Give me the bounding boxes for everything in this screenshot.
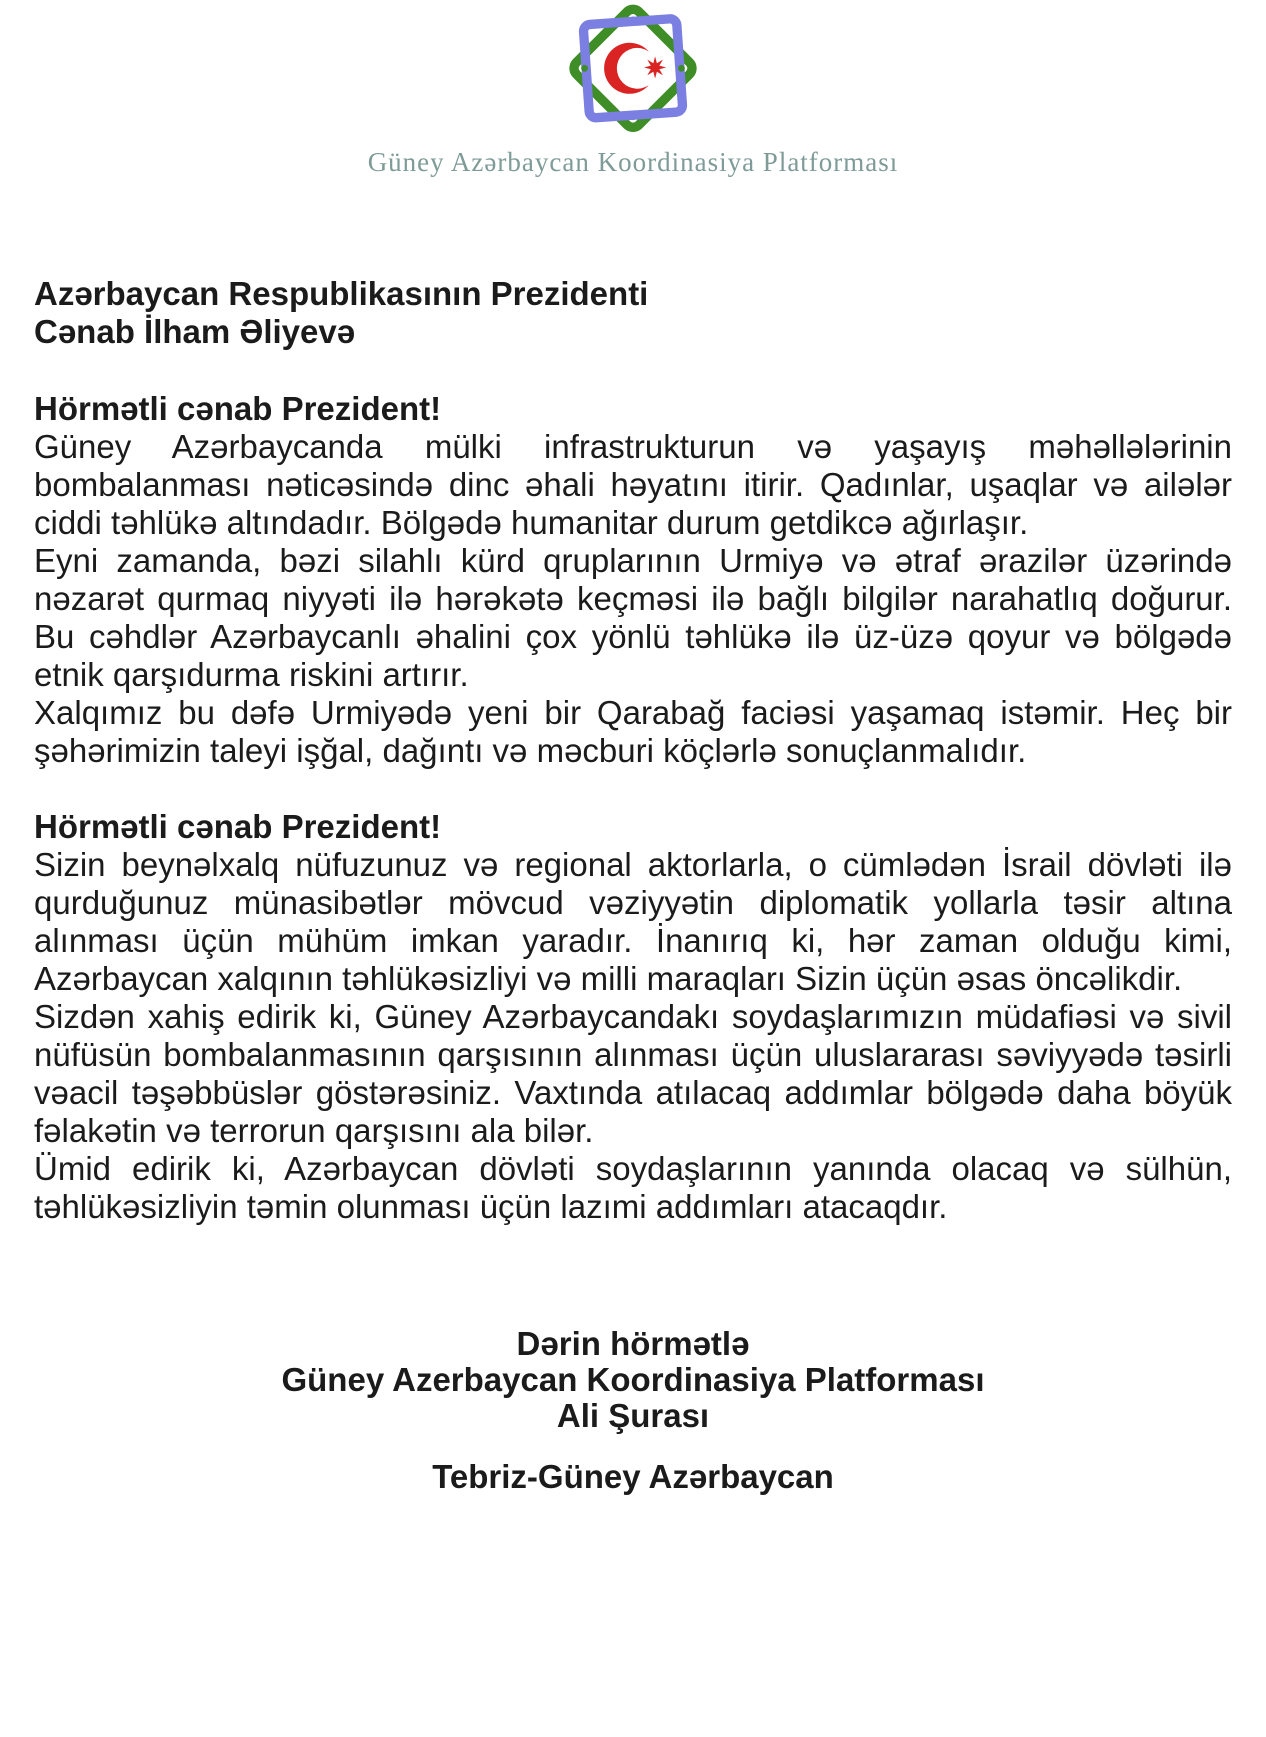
body-paragraph: Ümid edirik ki, Azərbaycan dövləti soydaşlarının yanında olacaq və sülhün, təhlükəsizliyin təmin olunması üçün lazımi addımları atacaqdır. (34, 1150, 1232, 1225)
recipient-address (34, 275, 1232, 351)
closing-line: Güney Azerbaycan Koordinasiya Platforması (281, 1361, 985, 1398)
closing-line: Ali Şurası (556, 1397, 710, 1434)
org-logo (0, 0, 1266, 138)
salutation: Hörmətli cənab Prezident! (34, 390, 442, 427)
body-paragraph: Sizin beynəlxalq nüfuzunuz və regional aktorlarla, o cümlədən İsrail dövləti ilə qurduğunuz münasibətlər mövcud vəziyyətin diplomatik yollarla təsir altına alınması üçün mühüm imkan yaradır. İnanırıq ki, hər zaman olduğu kimi, Azərbaycan xalqının təhlükəsizliyi və milli maraqları Sizin üçün əsas öncəlikdir. (34, 846, 1232, 997)
platform-star-crescent-icon (548, 2, 718, 138)
letter-body (34, 275, 1232, 1496)
recipient-line-1: Azərbaycan Respublikasının Prezidenti (34, 275, 649, 312)
body-paragraph: Sizdən xahiş edirik ki, Güney Azərbaycandakı soydaşlarımızın müdafiəsi və sivil nüfüsün bombalanmasının qarşısının alınması üçün uluslararası səviyyədə təsirli vəacil təşəbbüslər göstərəsiniz. Vaxtında atılacaq addımlar bölgədə daha böyük fəlakətin və terrorun qarşısını ala bilər. (34, 998, 1232, 1149)
recipient-line-2: Cənab İlham Əliyevə (34, 313, 356, 350)
body-paragraph: Xalqımız bu dəfə Urmiyədə yeni bir Qarabağ faciəsi yaşamaq istəmir. Heç bir şəhərimizin taleyi işğal, dağıntı və məcburi köçlərlə sonuçlanmalıdır. (34, 694, 1232, 769)
closing-signature (34, 1326, 1232, 1434)
salutation: Hörmətli cənab Prezident! (34, 808, 442, 845)
closing-line: Dərin hörmətlə (516, 1325, 750, 1362)
body-paragraph: Güney Azərbaycanda mülki infrastrukturun və yaşayış məhəllələrinin bombalanması nəticəsində dinc əhali həyatını itirir. Qadınlar, uşaqlar və ailələr ciddi təhlükə altındadır. Bölgədə humanitar durum getdikcə ağırlaşır. (34, 428, 1232, 541)
octagram-star-icon (644, 56, 666, 78)
org-name: Güney Azərbaycan Koordinasiya Platforması (367, 147, 899, 177)
footer-location: Tebriz-Güney Azərbaycan (432, 1458, 834, 1495)
body-paragraph: Eyni zamanda, bəzi silahlı kürd qruplarının Urmiyə və ətraf ərazilər üzərində nəzarət qurmaq niyyəti ilə hərəkətə keçməsi ilə bağlı bilgilər narahatlıq doğurur. Bu cəhdlər Azərbaycanlı əhalini çox yönlü təhlükə ilə üz-üzə qoyur və bölgədə etnik qarşıdurma riskini artırır. (34, 542, 1232, 693)
